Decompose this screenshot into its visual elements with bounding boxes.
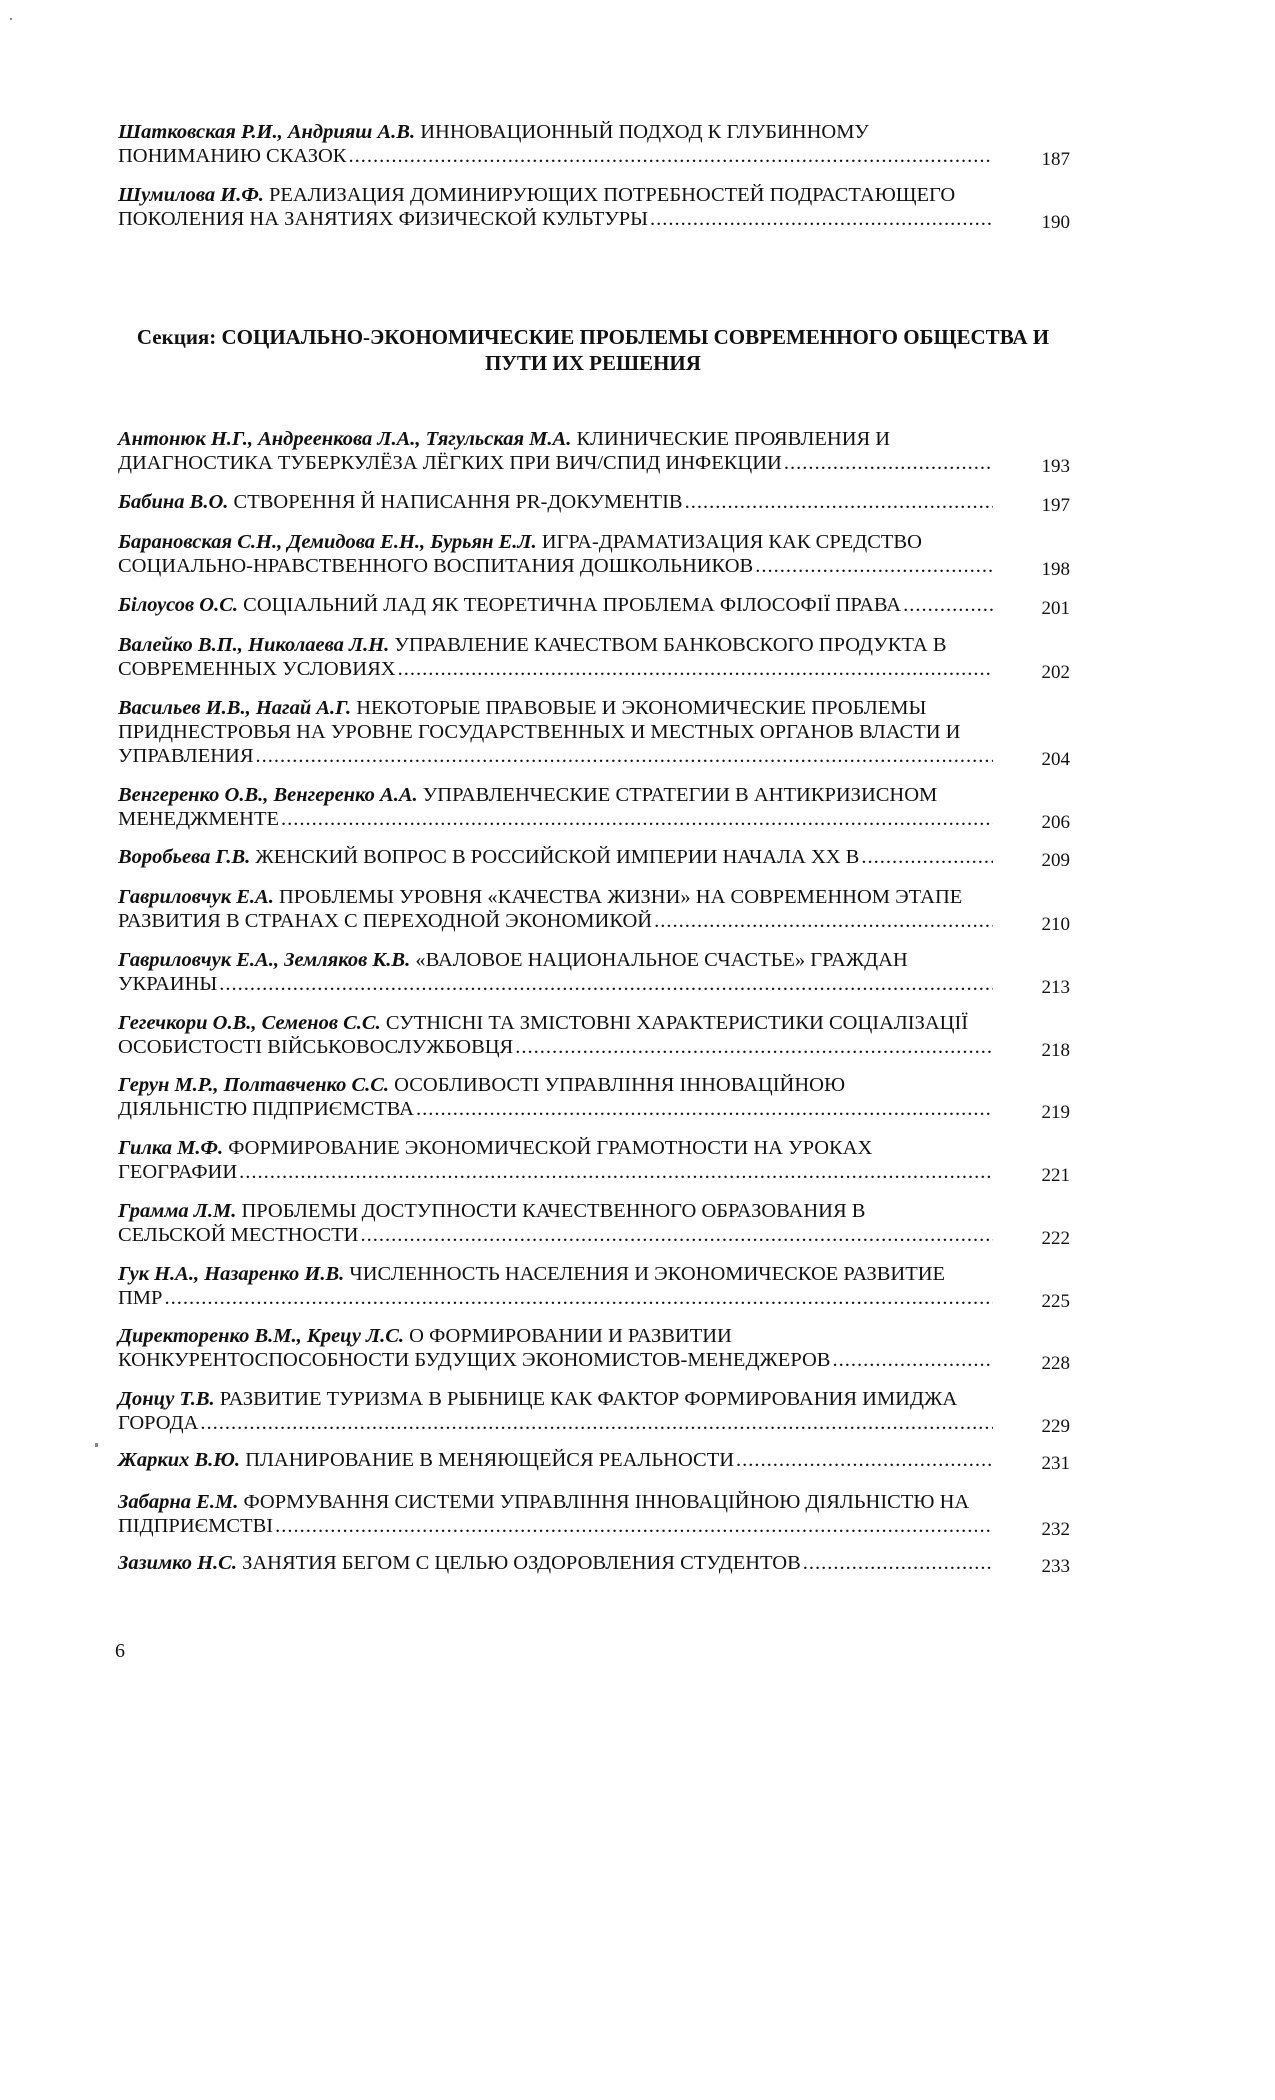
toc-entry-authors: Гегечкори О.В., Семенов С.С. bbox=[118, 1012, 381, 1034]
toc-entry[interactable] bbox=[118, 1073, 1070, 1121]
toc-entry-last-line bbox=[118, 807, 993, 831]
toc-entry-title: О ФОРМИРОВАНИИ И РАЗВИТИИ bbox=[409, 1325, 732, 1347]
dot-leader bbox=[515, 1035, 993, 1059]
dot-leader bbox=[803, 1551, 993, 1575]
dot-leader bbox=[256, 744, 993, 768]
toc-entry-title-continuation: ГОРОДА bbox=[118, 1412, 199, 1434]
toc-entry-title: ОСОБЛИВОСТІ УПРАВЛІННЯ ІННОВАЦІЙНОЮ bbox=[394, 1074, 846, 1096]
toc-entry-authors: Директоренко В.М., Крецу Л.С. bbox=[118, 1325, 405, 1347]
toc-entry-last-line bbox=[118, 1514, 993, 1538]
toc-entry-authors: Жарких В.Ю. bbox=[118, 1449, 241, 1471]
toc-entry-title-continuation: РАЗВИТИЯ В СТРАНАХ С ПЕРЕХОДНОЙ ЭКОНОМИКОЙ bbox=[118, 910, 653, 932]
toc-entry-page: 204 bbox=[1041, 749, 1070, 770]
toc-entry[interactable] bbox=[118, 1448, 1070, 1472]
toc-entry-title-continuation: ПОНИМАНИЮ СКАЗОК bbox=[118, 145, 347, 167]
toc-entry-title-continuation: ДИАГНОСТИКА ТУБЕРКУЛЁЗА ЛЁГКИХ ПРИ ВИЧ/СПИД ИНФЕКЦИИ bbox=[118, 452, 782, 474]
toc-entry-page: 232 bbox=[1041, 1519, 1070, 1540]
toc-entry-text bbox=[118, 1324, 993, 1372]
toc-entry[interactable] bbox=[118, 1136, 1070, 1184]
toc-entry-page: 219 bbox=[1041, 1102, 1070, 1123]
toc-entry-title: ЧИСЛЕННОСТЬ НАСЕЛЕНИЯ И ЭКОНОМИЧЕСКОЕ РАЗВИТИЕ bbox=[349, 1263, 946, 1285]
toc-entry-title: УПРАВЛЕНЧЕСКИЕ СТРАТЕГИИ В АНТИКРИЗИСНОМ bbox=[422, 784, 938, 806]
toc-entry-page: 201 bbox=[1041, 598, 1070, 619]
dot-leader bbox=[281, 807, 993, 831]
toc-entry-title: ПЛАНИРОВАНИЕ В МЕНЯЮЩЕЙСЯ РЕАЛЬНОСТИ bbox=[245, 1449, 735, 1471]
toc-entry-text bbox=[118, 948, 993, 996]
dot-leader bbox=[755, 554, 993, 578]
toc-entry-title: СТВОРЕННЯ Й НАПИСАННЯ PR-ДОКУМЕНТІВ bbox=[233, 491, 683, 513]
toc-entry-page: 225 bbox=[1041, 1291, 1070, 1312]
toc-entry-text bbox=[118, 1490, 993, 1538]
toc-entry-text bbox=[118, 427, 993, 475]
toc-entry-title: ПРОБЛЕМЫ ДОСТУПНОСТИ КАЧЕСТВЕННОГО ОБРАЗОВАНИЯ В bbox=[241, 1200, 866, 1222]
toc-entry-title-continuation: ГЕОГРАФИИ bbox=[118, 1161, 238, 1183]
dot-leader bbox=[903, 593, 993, 617]
toc-entry-page: 228 bbox=[1041, 1353, 1070, 1374]
toc-entry-last-line bbox=[118, 744, 993, 768]
toc-entry-title-continuation: КОНКУРЕНТОСПОСОБНОСТИ БУДУЩИХ ЭКОНОМИСТОВ-МЕНЕДЖЕРОВ bbox=[118, 1349, 831, 1371]
toc-entry-title-continuation: СЕЛЬСКОЙ МЕСТНОСТИ bbox=[118, 1224, 359, 1246]
toc-entry-text bbox=[118, 530, 993, 578]
section-heading-line2: ПУТИ ИХ РЕШЕНИЯ bbox=[485, 351, 701, 375]
toc-entry-authors: Барановская С.Н., Демидова Е.Н., Бурьян Е.Л. bbox=[118, 531, 537, 553]
scan-speck bbox=[10, 18, 12, 20]
toc-entry-authors: Герун М.Р., Полтавченко С.С. bbox=[118, 1074, 390, 1096]
scan-speck bbox=[95, 1443, 98, 1447]
toc-entry-page: 222 bbox=[1041, 1228, 1070, 1249]
dot-leader bbox=[416, 1097, 993, 1121]
toc-entry-title-continuation: МЕНЕДЖМЕНТЕ bbox=[118, 808, 280, 830]
toc-entry-page: 233 bbox=[1041, 1556, 1070, 1577]
toc-entry-page: 213 bbox=[1041, 977, 1070, 998]
toc-entry-title-continuation: СОЦИАЛЬНО-НРАВСТВЕННОГО ВОСПИТАНИЯ ДОШКОЛЬНИКОВ bbox=[118, 555, 754, 577]
toc-entry-line-content bbox=[118, 490, 683, 514]
toc-entry-last-line bbox=[118, 657, 993, 681]
section-heading bbox=[118, 324, 1068, 376]
toc-entry-title-continuation: УПРАВЛЕНИЯ bbox=[118, 745, 254, 767]
toc-entry-title-continuation: ДІЯЛЬНІСТЮ ПІДПРИЄМСТВА bbox=[118, 1098, 414, 1120]
toc-entry-page: 221 bbox=[1041, 1165, 1070, 1186]
toc-entry-title: ИННОВАЦИОННЫЙ ПОДХОД К ГЛУБИННОМУ bbox=[420, 121, 869, 143]
toc-entry-title: ЗАНЯТИЯ БЕГОМ С ЦЕЛЬЮ ОЗДОРОВЛЕНИЯ СТУДЕНТОВ bbox=[242, 1552, 801, 1574]
toc-entry-authors: Валейко В.П., Николаева Л.Н. bbox=[118, 634, 390, 656]
toc-entry-page: 229 bbox=[1041, 1416, 1070, 1437]
toc-entry-authors: Васильев И.В., Нагай А.Г. bbox=[118, 697, 352, 719]
toc-entry[interactable] bbox=[118, 593, 1070, 617]
dot-leader bbox=[360, 1223, 993, 1247]
toc-entry-page: 190 bbox=[1041, 212, 1070, 233]
toc-entry-title: ИГРА-ДРАМАТИЗАЦИЯ КАК СРЕДСТВО bbox=[541, 531, 922, 553]
page-number: 6 bbox=[115, 1640, 125, 1662]
dot-leader bbox=[685, 490, 993, 514]
toc-entry-title: РАЗВИТИЕ ТУРИЗМА В РЫБНИЦЕ КАК ФАКТОР ФОРМИРОВАНИЯ ИМИДЖА bbox=[219, 1388, 958, 1410]
toc-entry-authors: Грамма Л.М. bbox=[118, 1200, 237, 1222]
toc-entry-text bbox=[118, 845, 993, 869]
toc-entry-authors: Донцу Т.В. bbox=[118, 1388, 215, 1410]
dot-leader bbox=[200, 1411, 993, 1435]
toc-entry-text bbox=[118, 633, 993, 681]
toc-entry-last-line bbox=[118, 1160, 993, 1184]
toc-entry-authors: Гук Н.А., Назаренко И.В. bbox=[118, 1263, 345, 1285]
toc-entry-title-continuation: ПІДПРИЄМСТВІ bbox=[118, 1515, 274, 1537]
dot-leader bbox=[348, 144, 993, 168]
toc-entry-text bbox=[118, 1199, 993, 1247]
toc-entry[interactable] bbox=[118, 1324, 1070, 1372]
toc-entry-authors: Бабина В.О. bbox=[118, 491, 229, 513]
toc-entry[interactable] bbox=[118, 490, 1070, 514]
toc-entry-title-continuation: СОВРЕМЕННЫХ УСЛОВИЯХ bbox=[118, 658, 396, 680]
toc-entry-text bbox=[118, 1551, 993, 1575]
dot-leader bbox=[650, 207, 993, 231]
toc-entry[interactable] bbox=[118, 1199, 1070, 1247]
toc-entry-last-line bbox=[118, 1448, 993, 1472]
toc-entry[interactable] bbox=[118, 885, 1070, 933]
toc-entry-page: 206 bbox=[1041, 812, 1070, 833]
toc-entry[interactable] bbox=[118, 696, 1070, 768]
toc-entry-text bbox=[118, 1262, 993, 1310]
toc-entry-line-content bbox=[118, 593, 901, 617]
toc-entry-authors: Воробьева Г.В. bbox=[118, 846, 251, 868]
toc-entry-title: ПРОБЛЕМЫ УРОВНЯ «КАЧЕСТВА ЖИЗНИ» НА СОВРЕМЕННОМ ЭТАПЕ bbox=[278, 886, 963, 908]
toc-entry-last-line bbox=[118, 144, 993, 168]
toc-entry-title-continuation: ПМР bbox=[118, 1287, 163, 1309]
dot-leader bbox=[239, 1160, 993, 1184]
toc-entry-text bbox=[118, 183, 993, 231]
toc-entry-title: НЕКОТОРЫЕ ПРАВОВЫЕ И ЭКОНОМИЧЕСКИЕ ПРОБЛЕМЫ bbox=[356, 697, 927, 719]
toc-entry-title: ЖЕНСКИЙ ВОПРОС В РОССИЙСКОЙ ИМПЕРИИ НАЧАЛА ХХ В bbox=[255, 846, 860, 868]
toc-entry-title: СОЦІАЛЬНИЙ ЛАД ЯК ТЕОРЕТИЧНА ПРОБЛЕМА ФІЛОСОФІЇ ПРАВА bbox=[243, 594, 902, 616]
toc-entry-authors: Антонюк Н.Г., Андреенкова Л.А., Тягульская М.А. bbox=[118, 428, 572, 450]
toc-entry-last-line bbox=[118, 1223, 993, 1247]
toc-entry-title-continuation: УКРАИНЫ bbox=[118, 973, 218, 995]
toc-entry-text bbox=[118, 885, 993, 933]
dot-leader bbox=[398, 657, 993, 681]
toc-entry-authors: Білоусов О.С. bbox=[118, 594, 239, 616]
toc-entry[interactable] bbox=[118, 183, 1070, 231]
toc-entry-text bbox=[118, 490, 993, 514]
toc-entry-text bbox=[118, 593, 993, 617]
toc-entry-last-line bbox=[118, 1348, 993, 1372]
toc-entry-page: 218 bbox=[1041, 1040, 1070, 1061]
toc-entry-title: ФОРМУВАННЯ СИСТЕМИ УПРАВЛІННЯ ІННОВАЦІЙНОЮ ДІЯЛЬНІСТЮ НА bbox=[243, 1491, 970, 1513]
dot-leader bbox=[219, 972, 993, 996]
toc-entry-page: 210 bbox=[1041, 914, 1070, 935]
toc-entry-authors: Гавриловчук Е.А., Земляков К.В. bbox=[118, 949, 411, 971]
toc-entry[interactable] bbox=[118, 1387, 1070, 1435]
toc-entry-text bbox=[118, 783, 993, 831]
toc-entry-title-continuation: ОСОБИСТОСТІ ВІЙСЬКОВОСЛУЖБОВЦЯ bbox=[118, 1036, 514, 1058]
toc-entry-page: 187 bbox=[1041, 149, 1070, 170]
toc-entry-authors: Гилка М.Ф. bbox=[118, 1137, 224, 1159]
toc-entry-line-content bbox=[118, 845, 859, 869]
toc-entry-text bbox=[118, 120, 993, 168]
toc-entry-text bbox=[118, 1073, 993, 1121]
toc-entry-authors: Зазимко Н.С. bbox=[118, 1552, 237, 1574]
toc-entry-last-line bbox=[118, 490, 993, 514]
toc-entry-page: 197 bbox=[1041, 495, 1070, 516]
toc-entry-text bbox=[118, 1136, 993, 1184]
toc-entry-last-line bbox=[118, 1286, 993, 1310]
toc-entry-page: 198 bbox=[1041, 559, 1070, 580]
toc-entry-text bbox=[118, 1387, 993, 1435]
toc-entry[interactable] bbox=[118, 948, 1070, 996]
toc-entry-page: 231 bbox=[1041, 1453, 1070, 1474]
toc-entry[interactable] bbox=[118, 783, 1070, 831]
toc-entry-authors: Гавриловчук Е.А. bbox=[118, 886, 274, 908]
dot-leader bbox=[784, 451, 993, 475]
toc-entry-last-line bbox=[118, 1035, 993, 1059]
toc-entry-last-line bbox=[118, 554, 993, 578]
toc-entry-last-line bbox=[118, 845, 993, 869]
toc-entry-title: УПРАВЛЕНИЕ КАЧЕСТВОМ БАНКОВСКОГО ПРОДУКТА В bbox=[394, 634, 947, 656]
toc-entry[interactable] bbox=[118, 120, 1070, 168]
section-heading-line1: Секция: СОЦИАЛЬНО-ЭКОНОМИЧЕСКИЕ ПРОБЛЕМЫ СОВРЕМЕННОГО ОБЩЕСТВА И bbox=[136, 325, 1050, 349]
dot-leader bbox=[275, 1514, 993, 1538]
toc-entry-text bbox=[118, 1011, 993, 1059]
toc-entry-last-line bbox=[118, 1411, 993, 1435]
dot-leader bbox=[736, 1448, 993, 1472]
toc-entry[interactable] bbox=[118, 1011, 1070, 1059]
toc-entry-authors: Венгеренко О.В., Венгеренко А.А. bbox=[118, 784, 418, 806]
toc-entry-text bbox=[118, 696, 993, 768]
toc-entry-last-line bbox=[118, 909, 993, 933]
toc-entry[interactable] bbox=[118, 530, 1070, 578]
toc-entry-title-continuation: ПОКОЛЕНИЯ НА ЗАНЯТИЯХ ФИЗИЧЕСКОЙ КУЛЬТУРЫ bbox=[118, 208, 649, 230]
toc-entry-last-line bbox=[118, 207, 993, 231]
toc-entry[interactable] bbox=[118, 427, 1070, 475]
toc-entry-authors: Шумилова И.Ф. bbox=[118, 184, 264, 206]
toc-entry-title: РЕАЛИЗАЦИЯ ДОМИНИРУЮЩИХ ПОТРЕБНОСТЕЙ ПОДРАСТАЮЩЕГО bbox=[269, 184, 956, 206]
toc-entry-line-content bbox=[118, 1448, 734, 1472]
toc-entry-title-continuation: ПРИДНЕСТРОВЬЯ НА УРОВНЕ ГОСУДАРСТВЕННЫХ И МЕСТНЫХ ОРГАНОВ ВЛАСТИ И bbox=[118, 721, 961, 743]
dot-leader bbox=[654, 909, 993, 933]
dot-leader bbox=[832, 1348, 993, 1372]
toc-entry-last-line bbox=[118, 972, 993, 996]
dot-leader bbox=[861, 845, 993, 869]
toc-entry-title: ФОРМИРОВАНИЕ ЭКОНОМИЧЕСКОЙ ГРАМОТНОСТИ НА УРОКАХ bbox=[228, 1137, 873, 1159]
toc-entry-authors: Забарна Е.М. bbox=[118, 1491, 239, 1513]
toc-entry[interactable] bbox=[118, 633, 1070, 681]
toc-entry[interactable] bbox=[118, 845, 1070, 869]
toc-entry-page: 209 bbox=[1041, 850, 1070, 871]
toc-entry-page: 193 bbox=[1041, 456, 1070, 477]
toc-entry-text bbox=[118, 1448, 993, 1472]
toc-entry-last-line bbox=[118, 593, 993, 617]
toc-entry-last-line bbox=[118, 1097, 993, 1121]
toc-entry-last-line bbox=[118, 1551, 993, 1575]
toc-entry-last-line bbox=[118, 451, 993, 475]
toc-entry[interactable] bbox=[118, 1490, 1070, 1538]
toc-entry-title: КЛИНИЧЕСКИЕ ПРОЯВЛЕНИЯ И bbox=[576, 428, 891, 450]
toc-entry[interactable] bbox=[118, 1551, 1070, 1575]
toc-entry-title: СУТНІСНІ ТА ЗМІСТОВНІ ХАРАКТЕРИСТИКИ СОЦІАЛІЗАЦІЇ bbox=[385, 1012, 969, 1034]
toc-entry-page: 202 bbox=[1041, 662, 1070, 683]
toc-entry-title: «ВАЛОВОЕ НАЦИОНАЛЬНОЕ СЧАСТЬЕ» ГРАЖДАН bbox=[415, 949, 908, 971]
toc-entry[interactable] bbox=[118, 1262, 1070, 1310]
toc-entry-line-content bbox=[118, 1551, 801, 1575]
dot-leader bbox=[164, 1286, 993, 1310]
toc-entry-authors: Шатковская Р.И., Андрияш А.В. bbox=[118, 121, 416, 143]
